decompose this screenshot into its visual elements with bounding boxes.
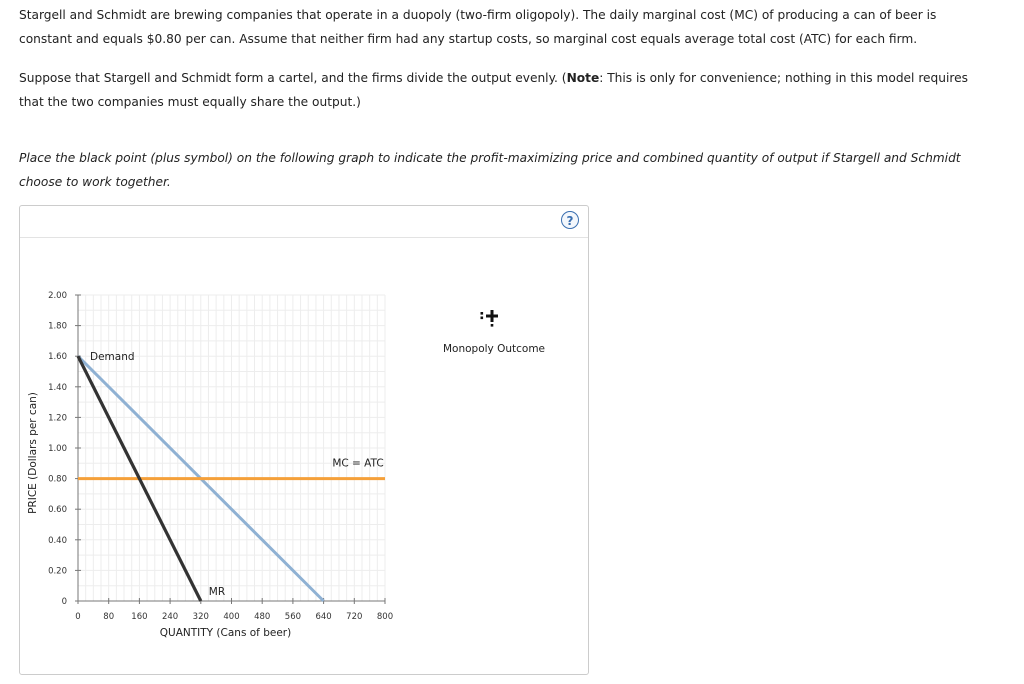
y-tick-label: 1.20 [48,413,67,424]
drag-dot [481,317,484,320]
question-paragraph-2 [19,67,979,114]
p2-text-after: : This is only for convenience; nothing in this model requires that the two companies must equally share the output.) [19,71,968,109]
graph-panel [19,205,589,675]
x-tick-label: 480 [254,612,271,622]
p2-text-before: Suppose that Stargell and Schmidt form a cartel, and the firms divide the output evenly. ( [19,71,567,85]
plus-icon-horizontal [486,315,498,318]
x-tick-label: 400 [223,612,240,622]
series-label-demand: Demand [90,351,135,364]
y-tick-label: 2.00 [48,291,67,301]
x-tick-label: 160 [131,612,148,622]
series-label-mr: MR [208,586,226,598]
y-tick-label: 1.40 [48,382,67,393]
y-tick-label: 1.80 [48,321,67,332]
x-tick-label: 240 [161,612,179,622]
palette-label: Monopoly Outcome [442,343,546,355]
labels-layer [27,291,393,639]
x-tick-label: 320 [192,612,209,622]
y-tick-label: 1.00 [48,444,67,454]
question-paragraph-1: Stargell and Schmidt are brewing companies that operate in a duopoly (two-firm oligopoly). The daily marginal cost (MC) of producing a can of beer is constant and equals $0.80 per can. Assume that neither firm had any startup costs, so marginal cost equals average total cost (ATC) for each firm. [19,8,937,46]
x-tick-label: 800 [376,612,394,622]
x-tick-label: 640 [315,612,332,622]
chart-svg [20,206,590,676]
y-tick-label: 0 [61,597,67,607]
y-tick-label: 1.60 [48,352,67,363]
palette-layer [443,310,545,355]
x-tick-label: 0 [75,612,81,622]
drag-dot [481,312,484,315]
x-axis-title: QUANTITY (Cans of beer) [159,627,292,639]
note-label: Note [566,71,600,85]
x-tick-label: 560 [284,612,302,622]
y-axis-title: PRICE (Dollars per can) [27,392,39,514]
plus-icon[interactable] [481,310,499,327]
y-tick-label: 0.80 [48,474,67,485]
y-tick-label: 0.20 [48,566,67,577]
help-icon[interactable]: ? [561,211,579,229]
y-tick-label: 0.60 [48,505,67,516]
x-tick-label: 80 [103,612,115,622]
y-tick-label: 0.40 [48,535,67,546]
x-tick-label: 720 [346,612,363,622]
series-label-mc-atc: MC = ATC [332,457,384,470]
instruction-paragraph: Place the black point (plus symbol) on the following graph to indicate the profit-maximizing price and combined quantity of output if Stargell and Schmidt choose to work together. [19,151,961,189]
drag-dot [491,324,494,327]
